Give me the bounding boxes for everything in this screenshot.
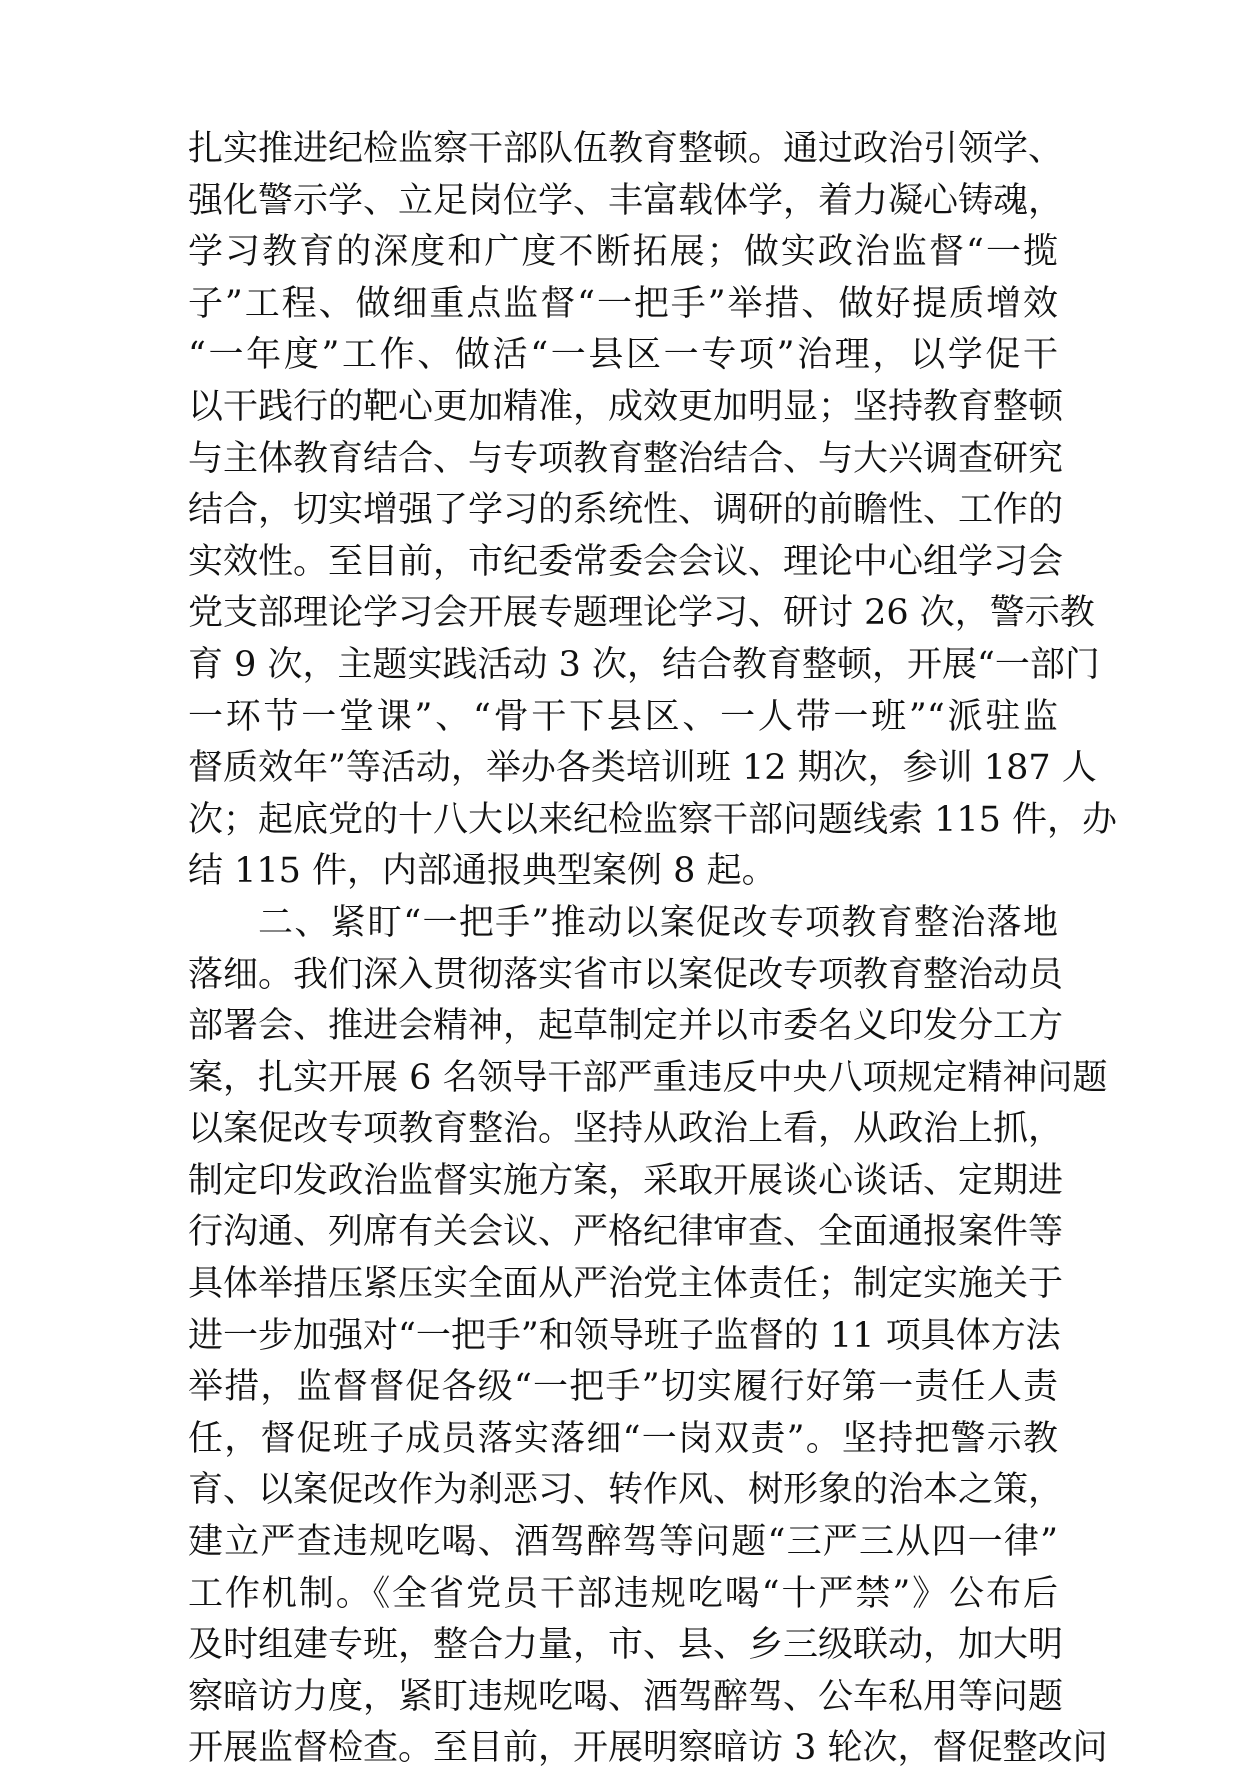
text-line: 扎实推进纪检监察干部队伍教育整顿。通过政治引领学、 (188, 129, 1064, 169)
text-line: 子”工程、做细重点监督“一把手”举措、做好提质增效 (188, 283, 1058, 324)
text-line: 以干践行的靶心更加精准，成效更加明显；坚持教育整顿 (188, 386, 1064, 427)
text-line: 制定印发政治监督实施方案，采取开展谈心谈话、定期进 (188, 1160, 1064, 1201)
text-line: 工作机制。《全省党员干部违规吃喝“十严禁”》公布后 (188, 1573, 1058, 1614)
text-line: 以案促改专项教育整治。坚持从政治上看，从政治上抓， (188, 1109, 1064, 1150)
text-line: 结 115 件，内部通报典型案例 8 起。 (188, 851, 777, 892)
text-line: 落细。我们深入贯彻落实省市以案促改专项教育整治动员 (188, 954, 1064, 995)
text-line: 一环节一堂课”、“骨干下县区、一人带一班”“派驻监 (188, 696, 1058, 737)
text-line: 次；起底党的十八大以来纪检监察干部问题线索 115 件，办 (188, 799, 1118, 840)
text-line: 举措，监督督促各级“一把手”切实履行好第一责任人责 (188, 1367, 1058, 1408)
text-line: 二、紧盯“一把手”推动以案促改专项教育整治落地 (258, 902, 1058, 943)
text-line: 具体举措压紧压实全面从严治党主体责任；制定实施关于 (188, 1264, 1064, 1305)
text-line: 部署会、推进会精神，起草制定并以市委名义印发分工方 (188, 1006, 1064, 1047)
text-line: 结合，切实增强了学习的系统性、调研的前瞻性、工作的 (188, 490, 1064, 531)
text-line: 党支部理论学习会开展专题理论学习、研讨 26 次，警示教 (188, 593, 1095, 634)
text-line: 育 9 次，主题实践活动 3 次，结合教育整顿，开展“一部门 (188, 644, 1100, 685)
text-line: 进一步加强对“一把手”和领导班子监督的 11 项具体方法 (188, 1315, 1061, 1356)
text-line: 察暗访力度，紧盯违规吃喝、酒驾醉驾、公车私用等问题 (188, 1676, 1064, 1717)
text-line: 实效性。至目前，市纪委常委会会议、理论中心组学习会 (188, 541, 1064, 582)
text-line: 强化警示学、立足岗位学、丰富载体学，着力凝心铸魂， (188, 180, 1064, 221)
text-line: 案，扎实开展 6 名领导干部严重违反中央八项规定精神问题 (188, 1057, 1108, 1098)
text-line: 建立严查违规吃喝、酒驾醉驾等问题“三严三从四一律” (188, 1522, 1058, 1563)
paragraph-p2 (188, 898, 1108, 1775)
text-line: 任，督促班子成员落实落细“一岗双责”。坚持把警示教 (188, 1418, 1058, 1459)
paragraph-p1 (188, 124, 1118, 898)
text-line: “一年度”工作、做活“一县区一专项”治理，以学促干 (188, 335, 1058, 376)
text-line: 督质效年”等活动，举办各类培训班 12 期次，参训 187 人 (188, 748, 1097, 789)
text-line: 与主体教育结合、与专项教育整治结合、与大兴调查研究 (188, 438, 1064, 479)
paragraph-container (188, 124, 1118, 1775)
text-line: 行沟通、列席有关会议、严格纪律审查、全面通报案件等 (188, 1212, 1064, 1253)
text-line: 育、以案促改作为刹恶习、转作风、树形象的治本之策， (188, 1470, 1064, 1511)
text-line: 学习教育的深度和广度不断拓展；做实政治监督“一揽 (188, 232, 1058, 273)
document-body (188, 124, 1118, 1775)
text-line: 开展监督检查。至目前，开展明察暗访 3 轮次，督促整改问 (188, 1728, 1108, 1769)
text-line: 及时组建专班，整合力量，市、县、乡三级联动，加大明 (188, 1625, 1064, 1666)
